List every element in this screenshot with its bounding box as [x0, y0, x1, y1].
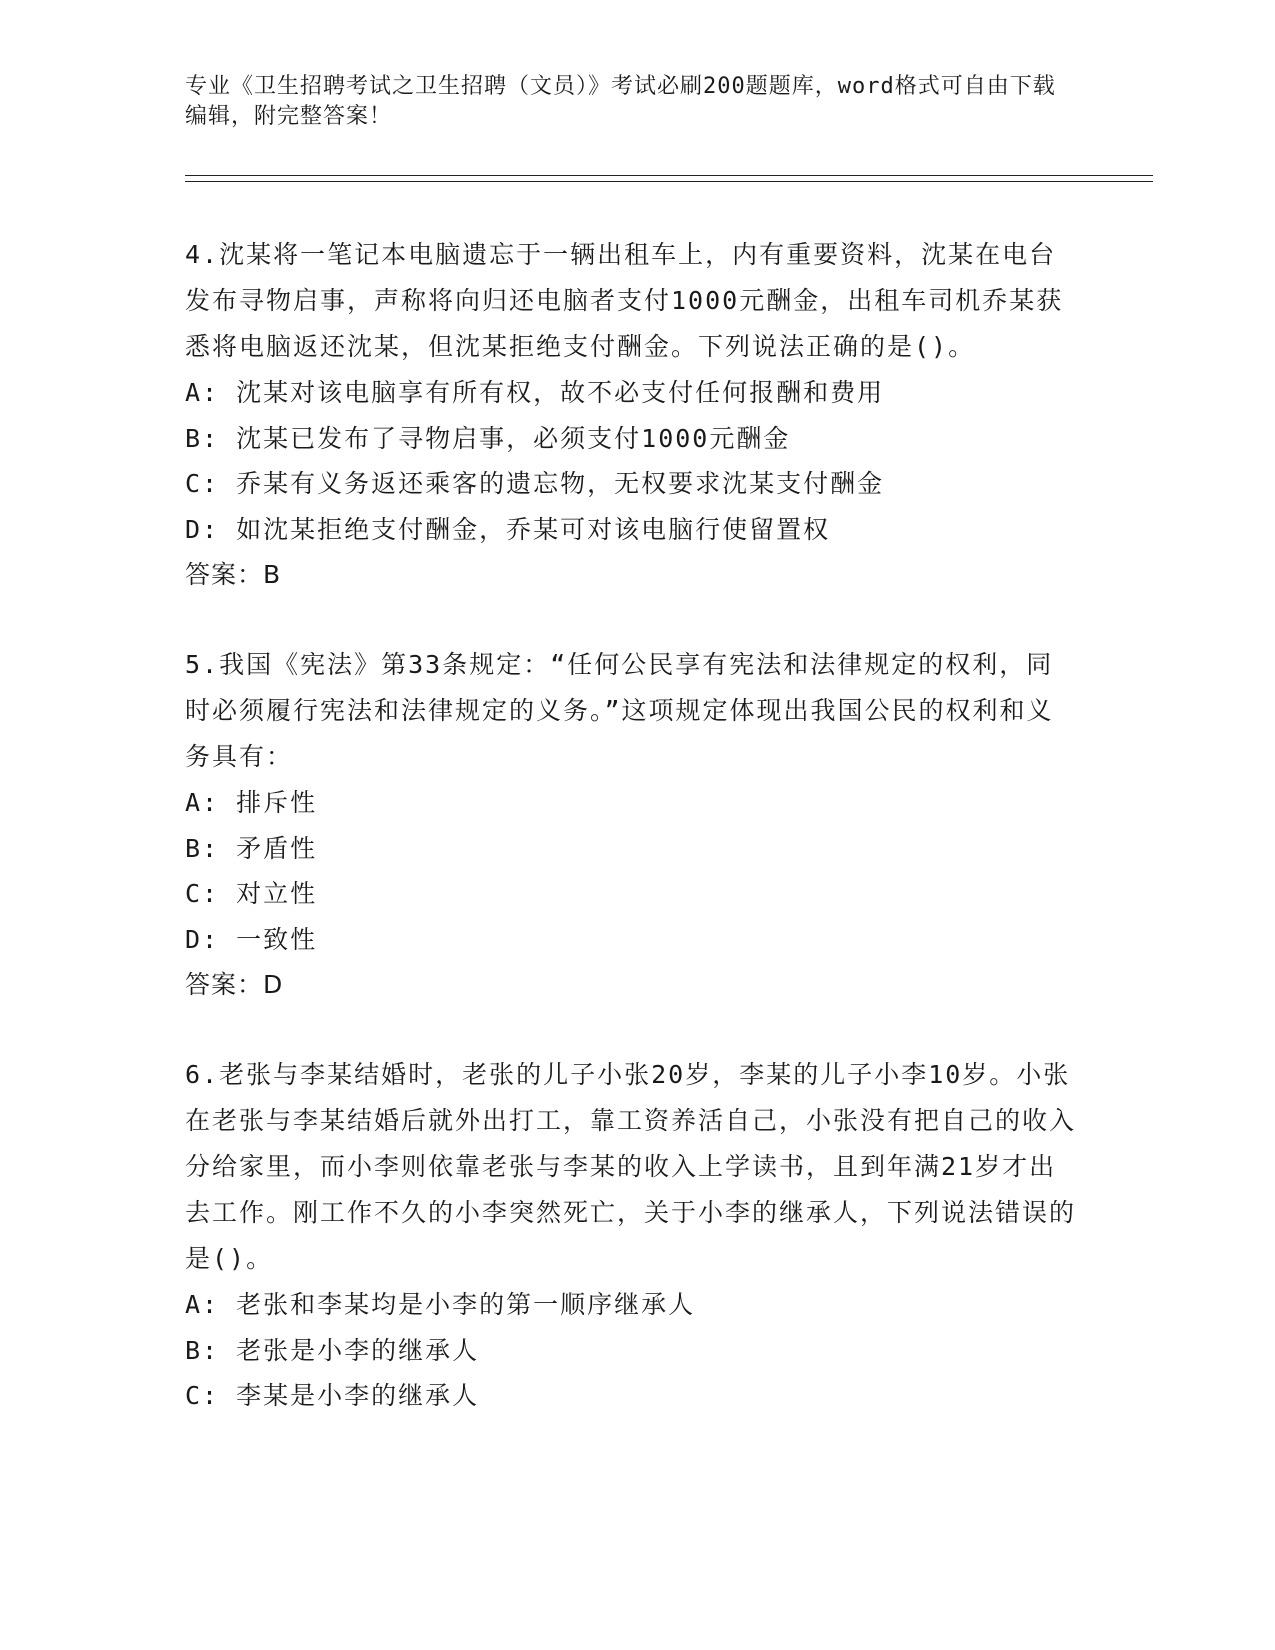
question-stem: 4.沈某将一笔记本电脑遗忘于一辆出租车上，内有重要资料，沈某在电台发布寻物启事，声称将向归还电脑者支付1000元酬金，出租车司机乔某获悉将电脑返还沈某，但沈某拒绝支付酬金。下列说法正确的是()。: [185, 240, 1064, 361]
header-divider-bottom: [185, 181, 1153, 182]
option-c: C: 对立性: [185, 879, 318, 908]
answer-label: 答案：D: [185, 970, 284, 999]
question-spacer: [185, 1007, 1080, 1052]
question-5: [185, 642, 1080, 1007]
question-stem: 5.我国《宪法》第33条规定：“任何公民享有宪法和法律规定的权利，同时必须履行宪法和法律规定的义务。”这项规定体现出我国公民的权利和义务具有：: [185, 650, 1054, 771]
option-b: B: 矛盾性: [185, 833, 318, 863]
option-c: C: 李某是小李的继承人: [185, 1381, 480, 1410]
question-stem: 6.老张与李某结婚时，老张的儿子小张20岁，李某的儿子小李10岁。小张在老张与李某结婚后就外出打工，靠工资养活自己，小张没有把自己的收入分给家里，而小李则依靠老张与李某的收入上学读书，且到年满21岁才出去工作。刚工作不久的小李突然死亡，关于小李的继承人，下列说法错误的是()。: [185, 1060, 1077, 1273]
document-header: 专业《卫生招聘考试之卫生招聘（文员）》考试必刷200题题库，word格式可自由下载编辑，附完整答案！: [185, 74, 1056, 129]
option-b: B: 沈某已发布了寻物启事，必须支付1000元酬金: [185, 423, 791, 453]
option-a: A: 沈某对该电脑享有所有权，故不必支付任何报酬和费用: [185, 378, 885, 407]
question-4: [185, 232, 1080, 597]
option-a: A: 老张和李某均是小李的第一顺序继承人: [185, 1290, 696, 1319]
option-c: C: 乔某有义务返还乘客的遗忘物，无权要求沈某支付酬金: [185, 469, 885, 498]
option-b: B: 老张是小李的继承人: [185, 1335, 480, 1365]
option-d: D: 如沈某拒绝支付酬金，乔某可对该电脑行使留置权: [185, 514, 831, 544]
header-divider-top: [185, 175, 1153, 176]
answer-label: 答案：B: [185, 560, 282, 589]
question-spacer: [185, 597, 1080, 642]
question-6: [185, 1052, 1080, 1419]
option-d: D: 一致性: [185, 924, 318, 954]
option-a: A: 排斥性: [185, 788, 318, 817]
question-list: [185, 232, 1080, 1419]
